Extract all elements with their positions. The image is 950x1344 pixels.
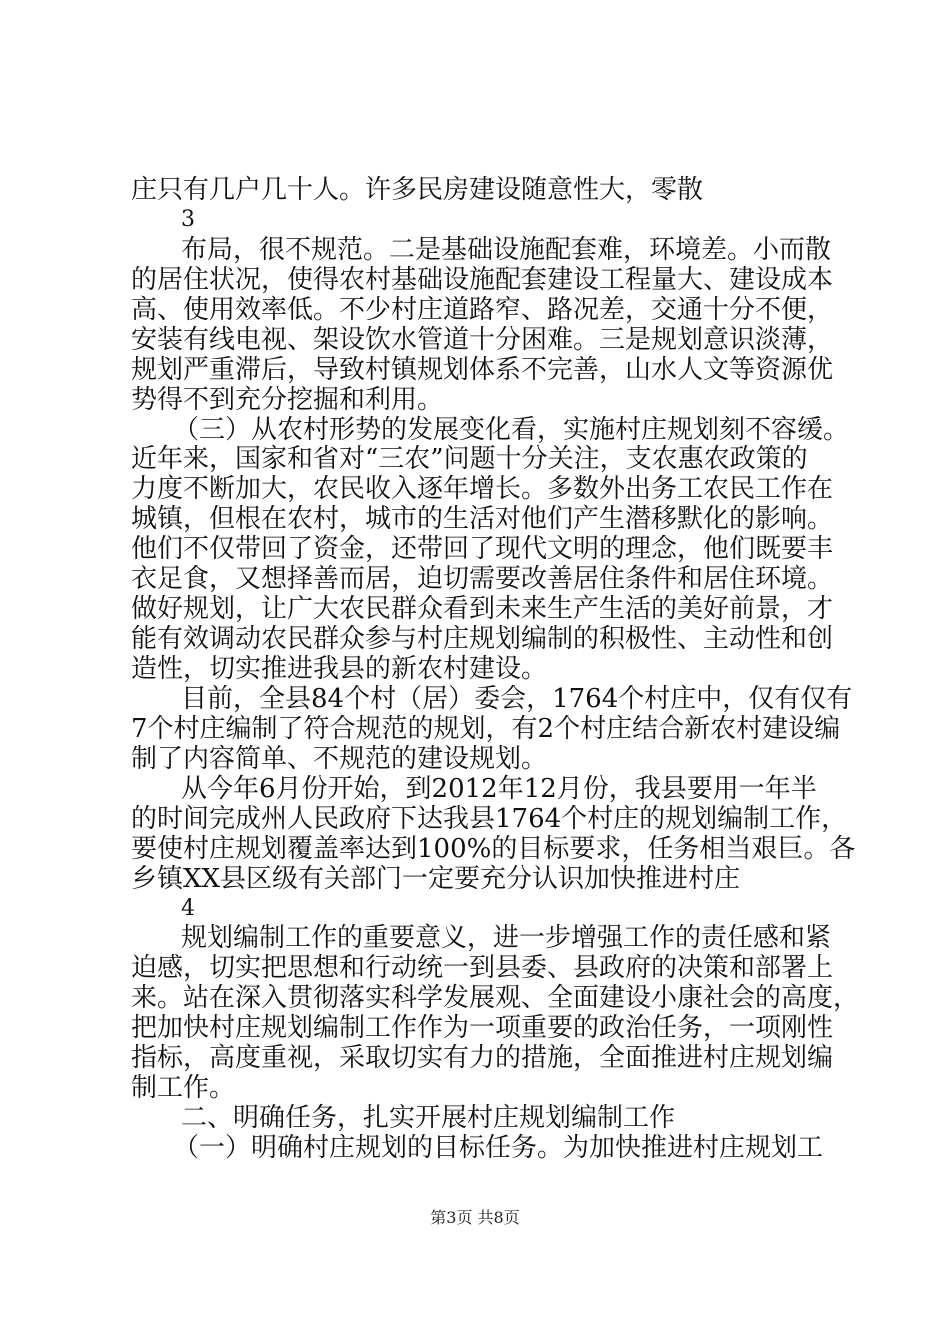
- text-line: 庄只有几户几十人。许多民房建设随意性大，零散: [131, 175, 704, 205]
- text-line: 制了内容简单、不规范的建设规划。: [131, 744, 548, 774]
- text-line: 迫感，切实把思想和行动统一到县委、县政府的决策和部署上: [131, 953, 834, 983]
- text-line: 来。站在深入贯彻落实科学发展观、全面建设小康社会的高度，: [131, 983, 860, 1013]
- page-footer: 第3页 共8页: [430, 1208, 520, 1227]
- page-marker: 3: [181, 207, 195, 232]
- text-line: 安装有线电视、架设饮水管道十分困难。三是规划意识淡薄，: [131, 325, 834, 355]
- text-line: 的时间完成州人民政府下达我县1764个村庄的规划编制工作，: [131, 804, 848, 834]
- text-line: 把加快村庄规划编制工作作为一项重要的政治任务，一项刚性: [131, 1013, 834, 1043]
- text-line: 能有效调动农民群众参与村庄规划编制的积极性、主动性和创: [131, 624, 834, 654]
- text-line: 要使村庄规划覆盖率达到100%的目标要求，任务相当艰巨。各: [131, 834, 856, 864]
- text-line: 城镇，但根在农村，城市的生活对他们产生潜移默化的影响。: [131, 504, 834, 534]
- text-line: 他们不仅带回了资金，还带回了现代文明的理念，他们既要丰: [131, 534, 834, 564]
- text-line: 力度不断加大，农民收入逐年增长。多数外出务工农民工作在: [131, 474, 834, 504]
- page-marker: 4: [181, 896, 195, 921]
- text-line: 衣足食，又想择善而居，迫切需要改善居住条件和居住环境。: [131, 564, 834, 594]
- section-heading: 二、明确任务，扎实开展村庄规划编制工作: [181, 1103, 676, 1133]
- text-line: 目前，全县84个村（居）委会，1764个村庄中，仅有仅有: [181, 684, 853, 714]
- text-line: 从今年6月份开始，到2012年12月份，我县要用一年半: [181, 774, 817, 804]
- text-line: 做好规划，让广大农民群众看到未来生产生活的美好前景，才: [131, 594, 834, 624]
- text-line: （一）明确村庄规划的目标任务。为加快推进村庄规划工: [173, 1133, 824, 1163]
- text-line: 7个村庄编制了符合规范的规划，有2个村庄结合新农村建设编: [131, 714, 841, 744]
- text-line: 高、使用效率低。不少村庄道路窄、路况差，交通十分不便，: [131, 295, 834, 325]
- text-line: 势得不到充分挖掘和利用。: [131, 385, 444, 415]
- text-line: 造性，切实推进我县的新农村建设。: [131, 654, 548, 684]
- text-line: 布局，很不规范。二是基础设施配套难，环境差。小而散: [181, 235, 832, 265]
- text-line: 指标，高度重视，采取切实有力的措施，全面推进村庄规划编: [131, 1043, 834, 1073]
- text-line: 的居住状况，使得农村基础设施配套建设工程量大、建设成本: [131, 265, 834, 295]
- text-line: 乡镇XX县区级有关部门一定要充分认识加快推进村庄: [131, 864, 741, 894]
- text-line: 规划编制工作的重要意义，进一步增强工作的责任感和紧: [181, 923, 832, 953]
- text-line: （三）从农村形势的发展变化看，实施村庄规划刻不容缓。: [173, 415, 850, 445]
- text-line: 制工作。: [131, 1073, 236, 1103]
- text-line: 近年来，国家和省对“三农”问题十分关注，支农惠农政策的: [131, 444, 808, 474]
- text-line: 规划严重滞后，导致村镇规划体系不完善，山水人文等资源优: [131, 355, 834, 385]
